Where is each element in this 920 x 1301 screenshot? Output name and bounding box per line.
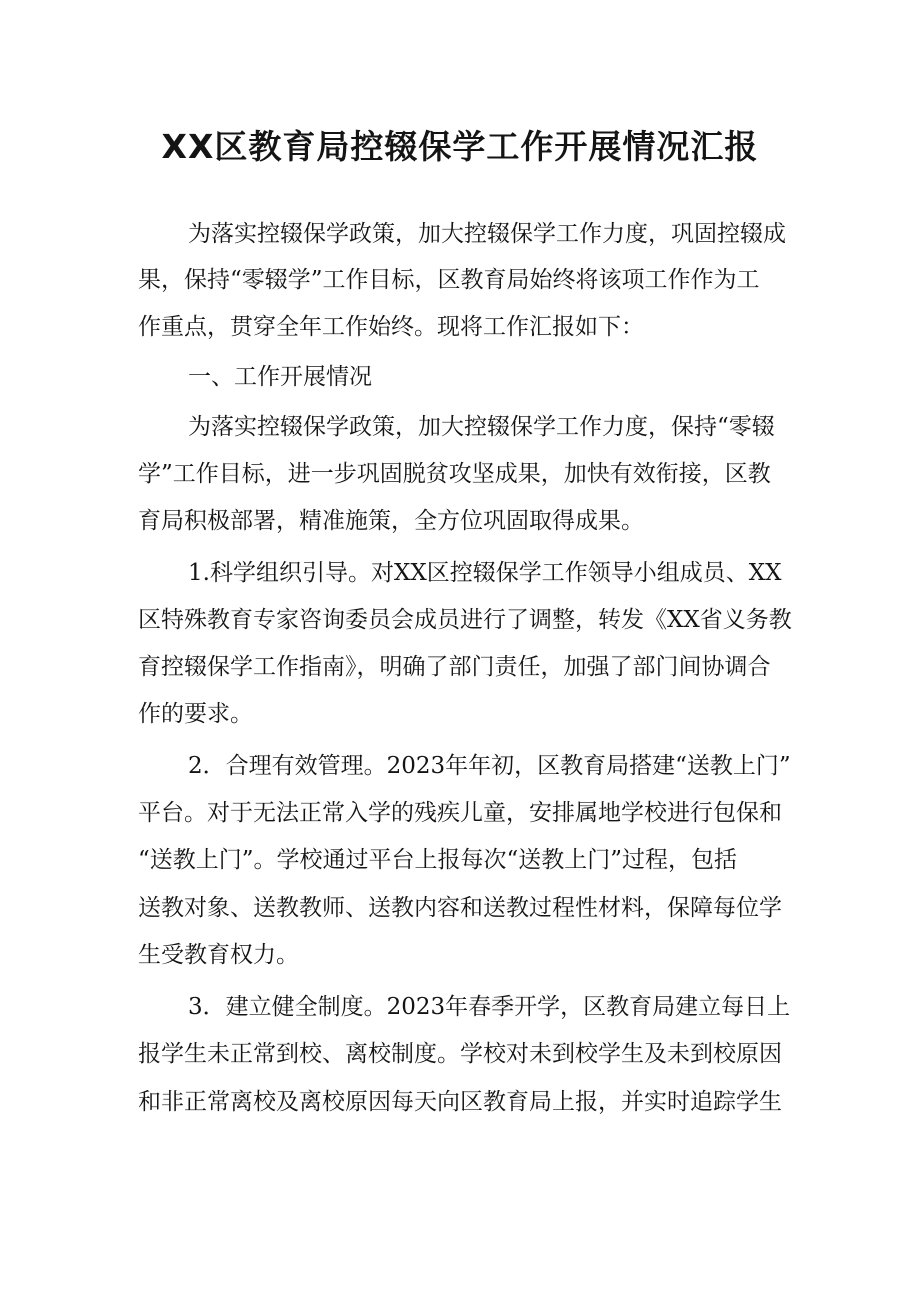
paragraph-line: 报学生未正常到校、离校制度。学校对未到校学生及未到校原因 — [138, 1041, 782, 1067]
paragraph-line: 为落实控辍保学政策，加大控辍保学工作力度，保持“零辍 — [188, 414, 775, 440]
paragraph-line: 作的要求。 — [138, 701, 253, 727]
paragraph-line: 育控辍保学工作指南》，明确了部门责任，加强了部门间协调合 — [138, 654, 771, 680]
paragraph-line: 区特殊教育专家咨询委员会成员进行了调整，转发《XX省义务教 — [138, 607, 792, 633]
paragraph-line: 平台。对于无法正常入学的残疾儿童，安排属地学校进行包保和 — [138, 800, 782, 826]
paragraph-line: 送教对象、送教教师、送教内容和送教过程性材料，保障每位学 — [138, 895, 782, 921]
paragraph-line: “送教上门”。学校通过平台上报每次“送教上门”过程，包括 — [138, 847, 738, 873]
paragraph-line: 为落实控辍保学政策，加大控辍保学工作力度，巩固控辍成 — [188, 221, 786, 247]
paragraph-line: 生受教育权力。 — [138, 942, 299, 968]
paragraph-line: 育局积极部署，精准施策，全方位巩固取得成果。 — [138, 508, 644, 534]
paragraph-line: 学”工作目标，进一步巩固脱贫攻坚成果，加快有效衔接，区教 — [138, 461, 771, 487]
paragraph-line: 和非正常离校及离校原因每天向区教育局上报，并实时追踪学生 — [138, 1089, 782, 1115]
paragraph-line: 1.科学组织引导。对XX区控辍保学工作领导小组成员、XX — [188, 560, 782, 586]
paragraph-line: 3．建立健全制度。2023年春季开学，区教育局建立每日上 — [188, 994, 791, 1020]
paragraph-line: 果，保持“零辍学”工作目标，区教育局始终将该项工作作为工 — [138, 267, 760, 293]
document-title: XX区教育局控辍保学工作开展情况汇报 — [161, 127, 759, 166]
section-heading: 一、工作开展情况 — [188, 364, 372, 390]
paragraph-line: 2．合理有效管理。2023年年初，区教育局搭建“送教上门” — [188, 753, 791, 779]
paragraph-line: 作重点，贯穿全年工作始终。现将工作汇报如下： — [138, 314, 644, 340]
